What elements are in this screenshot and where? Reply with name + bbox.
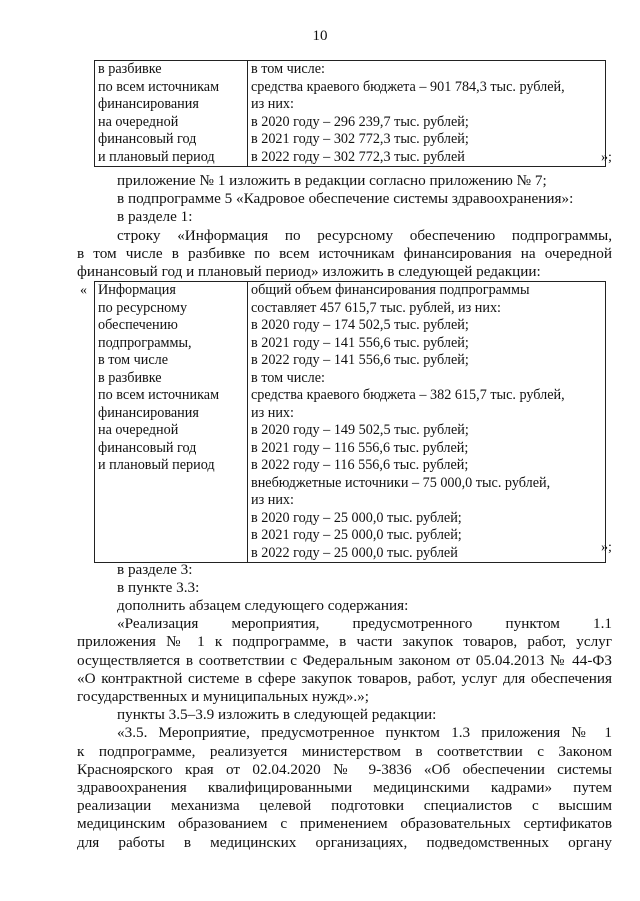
- table1-left-line: и плановый период: [98, 148, 215, 165]
- table1-right-line: средства краевого бюджета – 901 784,3 тыс. рублей,: [251, 78, 565, 95]
- financing-table-2: [94, 281, 606, 563]
- paragraph-line: приложения № 1 к подпрограмме, в части закупок товаров, работ, услуг: [77, 633, 612, 650]
- table2-left-line: финансовый год: [98, 439, 197, 456]
- table2-open-quote: «: [80, 283, 87, 298]
- table1-left-line: на очередной: [98, 113, 179, 130]
- table2-close-quote: »;: [601, 540, 612, 555]
- table2-right-line: в 2020 году – 149 502,5 тыс. рублей;: [251, 422, 469, 438]
- paragraph-line: строку «Информация по ресурсному обеспечению подпрограммы,: [117, 227, 612, 244]
- table2-right-line: составляет 457 615,7 тыс. рублей, из них:: [251, 299, 501, 316]
- paragraph-line: осуществляется в соответствии с Федеральным законом от 05.04.2013 № 44-ФЗ: [77, 652, 612, 669]
- table2-right-line: общий объем финансирования подпрограммы: [251, 282, 530, 298]
- table1-right-line: в 2021 году – 302 772,3 тыс. рублей;: [251, 131, 469, 147]
- paragraph-line: государственных и муниципальных нужд».»;: [77, 688, 369, 705]
- paragraph-line: медицинским образованием с применением образовательных сертификатов: [77, 815, 612, 832]
- table2-right-line: в 2022 году – 141 556,6 тыс. рублей;: [251, 352, 469, 368]
- financing-table-1: [94, 60, 606, 167]
- page-number: 10: [312, 28, 328, 44]
- table2-left-line: в том числе: [98, 352, 169, 368]
- table2-right-line: средства краевого бюджета – 382 615,7 тыс. рублей,: [251, 387, 565, 403]
- table1-left-line: в разбивке: [98, 61, 162, 77]
- table2-right-line: внебюджетные источники – 75 000,0 тыс. рублей,: [251, 474, 551, 491]
- table2-right-line: в 2021 году – 116 556,6 тыс. рублей;: [251, 439, 469, 456]
- paragraph-line: «3.5. Мероприятие, предусмотренное пунктом 1.3 приложения № 1: [117, 724, 612, 741]
- table1-left-line: финансовый год: [98, 131, 197, 147]
- table2-right-line: из них:: [251, 404, 294, 421]
- table1-right-line: в 2020 году – 296 239,7 тыс. рублей;: [251, 113, 469, 130]
- instruction-line: в пункте 3.3:: [117, 579, 200, 596]
- table1-right-line: в том числе:: [251, 61, 325, 77]
- table2-right-line: в 2022 году – 25 000,0 тыс. рублей: [251, 544, 458, 561]
- table2-left-line: в разбивке: [98, 369, 162, 386]
- table2-left-line: финансирования: [98, 404, 199, 421]
- table2-left-line: обеспечению: [98, 317, 178, 333]
- table1-left-cell: [95, 61, 248, 167]
- paragraph-line: для работы в медицинских организациях, подведомственных органу: [77, 834, 612, 851]
- table2-left-line: и плановый период: [98, 457, 215, 473]
- table2-left-line: подпрограммы,: [98, 334, 192, 351]
- paragraph-line: «Реализация мероприятия, предусмотренного пунктом 1.1: [117, 615, 612, 632]
- table2-left-cell: [95, 282, 248, 563]
- instruction-line: в разделе 3:: [117, 561, 193, 578]
- table2-right-line: в 2020 году – 25 000,0 тыс. рублей;: [251, 509, 462, 526]
- table2-left-line: Информация: [98, 282, 176, 298]
- table1-right-line: из них:: [251, 96, 294, 112]
- paragraph-line: «О контрактной системе в сфере закупок товаров, работ, услуг для обеспечения: [77, 670, 612, 687]
- table2-right-line: в 2020 году – 174 502,5 тыс. рублей;: [251, 317, 469, 333]
- table2-left-line: на очередной: [98, 422, 179, 438]
- instruction-line: в подпрограмме 5 «Кадровое обеспечение системы здравоохранения»:: [117, 190, 574, 207]
- table2-right-line: в 2021 году – 25 000,0 тыс. рублей;: [251, 527, 462, 543]
- table2-right-line: в 2021 году – 141 556,6 тыс. рублей;: [251, 334, 469, 351]
- instruction-line: в разделе 1:: [117, 208, 193, 225]
- paragraph-line: к подпрограмме, реализуется министерством в соответствии с Законом: [77, 743, 612, 760]
- table2-right-line: из них:: [251, 492, 294, 508]
- table1-close-quote: »;: [601, 150, 612, 165]
- table1-right-cell: [248, 61, 606, 167]
- instruction-line: дополнить абзацем следующего содержания:: [117, 597, 409, 614]
- table2-right-line: в 2022 году – 116 556,6 тыс. рублей;: [251, 457, 469, 473]
- paragraph-line: финансовый год и плановый период» изложить в следующей редакции:: [77, 263, 541, 280]
- instruction-line: приложение № 1 изложить в редакции согласно приложению № 7;: [117, 172, 547, 189]
- paragraph-line: реализации механизма целевой подготовки специалистов с высшим: [77, 797, 612, 814]
- table1-left-line: по всем источникам: [98, 78, 220, 95]
- table2-left-line: по всем источникам: [98, 387, 220, 403]
- instruction-line: пункты 3.5–3.9 изложить в следующей редакции:: [117, 706, 437, 723]
- table1-right-line: в 2022 году – 302 772,3 тыс. рублей: [251, 148, 465, 165]
- paragraph-line: Красноярского края от 02.04.2020 № 9-3836 «Об обеспечении системы: [77, 761, 612, 778]
- table2-right-cell: [248, 282, 606, 563]
- table2-left-line: по ресурсному: [98, 299, 188, 316]
- table2-right-line: в том числе:: [251, 369, 325, 386]
- table1-left-line: финансирования: [98, 96, 199, 112]
- paragraph-line: здравоохранения квалифицированными медицинскими кадрами» путем: [77, 779, 612, 796]
- paragraph-line: в том числе в разбивке по всем источникам финансирования на очередной: [77, 245, 612, 262]
